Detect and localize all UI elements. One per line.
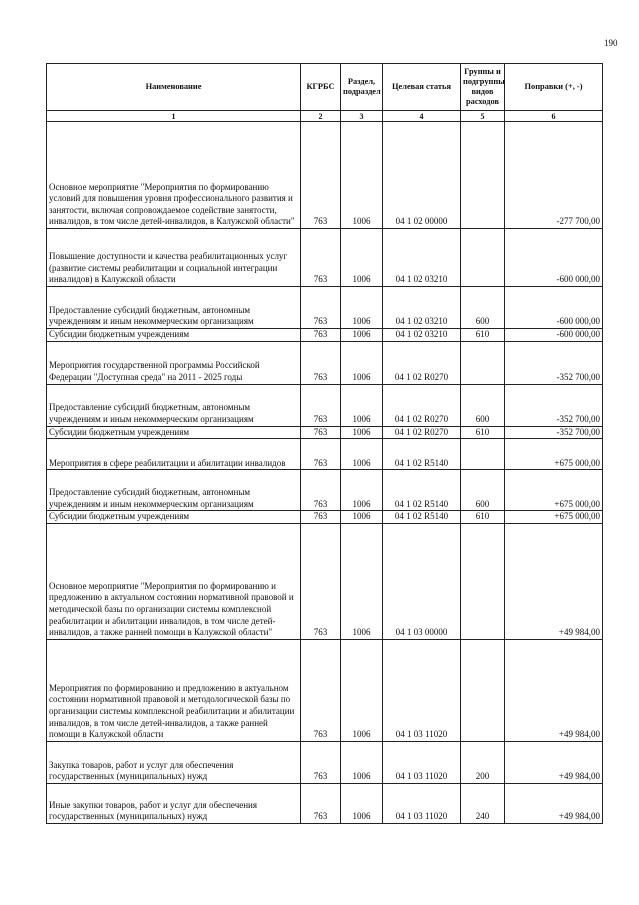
row-kgrbs: 763 (301, 639, 341, 741)
table-row (47, 439, 603, 470)
header-row (47, 64, 603, 111)
row-amount: +675 000,00 (505, 470, 603, 511)
row-amount: -352 700,00 (505, 426, 603, 439)
row-expense-group: 610 (461, 511, 505, 524)
row-amount: -600 000,00 (505, 229, 603, 287)
row-section: 1006 (341, 341, 383, 384)
row-kgrbs: 763 (301, 229, 341, 287)
row-name: Предоставление субсидий бюджетным, автономным учреждениям и иным некоммерческим организациям (47, 470, 301, 511)
row-expense-group: 600 (461, 384, 505, 426)
row-expense-group: 240 (461, 783, 505, 823)
table-row (47, 523, 603, 639)
row-expense-group: 600 (461, 287, 505, 329)
page-number: 190 (604, 38, 618, 48)
column-number: 3 (341, 111, 383, 122)
row-amount: +49 984,00 (505, 783, 603, 823)
row-expense-group (461, 439, 505, 470)
row-target: 04 1 03 11020 (383, 741, 461, 783)
column-number: 4 (383, 111, 461, 122)
row-name: Мероприятия государственной программы Российской Федерации "Доступная среда" на 2011 - 2025 годы (47, 341, 301, 384)
row-target: 04 1 02 03210 (383, 329, 461, 342)
column-number: 6 (505, 111, 603, 122)
table-row (47, 426, 603, 439)
row-amount: -277 700,00 (505, 122, 603, 229)
table-row (47, 470, 603, 511)
row-expense-group: 600 (461, 470, 505, 511)
column-number: 5 (461, 111, 505, 122)
row-target: 04 1 03 00000 (383, 523, 461, 639)
row-name: Основное мероприятие "Мероприятия по формированию условий для повышения уровня профессионального развития и занятости, включая сопровождаемое содействие занятости, инвалидов, в том числе детей-инвалидов, в Калужской области" (47, 122, 301, 229)
table-row (47, 122, 603, 229)
row-expense-group (461, 523, 505, 639)
row-amount: +675 000,00 (505, 439, 603, 470)
row-kgrbs: 763 (301, 741, 341, 783)
row-section: 1006 (341, 470, 383, 511)
column-header-expense-group: Группы и подгруппы видов расходов (461, 64, 505, 111)
row-name: Субсидии бюджетным учреждениям (47, 329, 301, 342)
row-section: 1006 (341, 639, 383, 741)
row-name: Иные закупки товаров, работ и услуг для обеспечения государственных (муниципальных) нужд (47, 783, 301, 823)
table-row (47, 511, 603, 524)
row-section: 1006 (341, 741, 383, 783)
table-row (47, 639, 603, 741)
table-row (47, 783, 603, 823)
row-target: 04 1 02 R0270 (383, 384, 461, 426)
table-row (47, 741, 603, 783)
table-row (47, 229, 603, 287)
row-amount: -600 000,00 (505, 287, 603, 329)
row-expense-group (461, 122, 505, 229)
row-target: 04 1 03 11020 (383, 783, 461, 823)
row-section: 1006 (341, 511, 383, 524)
budget-amendments-table (46, 63, 603, 824)
row-name: Предоставление субсидий бюджетным, автономным учреждениям и иным некоммерческим организациям (47, 384, 301, 426)
row-section: 1006 (341, 229, 383, 287)
row-amount: -352 700,00 (505, 384, 603, 426)
row-amount: -600 000,00 (505, 329, 603, 342)
row-target: 04 1 02 R5140 (383, 439, 461, 470)
row-section: 1006 (341, 384, 383, 426)
row-section: 1006 (341, 426, 383, 439)
row-expense-group: 200 (461, 741, 505, 783)
row-name: Основное мероприятие "Мероприятия по формированию и предложению в актуальном состоянии нормативной правовой и методической базы по организации системы комплексной реабилитации и абилитации инвалидов, в том числе детей-инвалидов, а также ранней помощи в Калужской области" (47, 523, 301, 639)
row-amount: +49 984,00 (505, 639, 603, 741)
row-expense-group: 610 (461, 426, 505, 439)
row-amount: +49 984,00 (505, 523, 603, 639)
column-header-name: Наименование (47, 64, 301, 111)
row-expense-group: 610 (461, 329, 505, 342)
row-kgrbs: 763 (301, 341, 341, 384)
row-expense-group (461, 341, 505, 384)
row-amount: +49 984,00 (505, 741, 603, 783)
column-header-kgrbs: КГРБС (301, 64, 341, 111)
row-target: 04 1 02 R5140 (383, 511, 461, 524)
row-name: Закупка товаров, работ и услуг для обеспечения государственных (муниципальных) нужд (47, 741, 301, 783)
row-name: Повышение доступности и качества реабилитационных услуг (развитие системы реабилитации и социальной интеграции инвалидов) в Калужской области (47, 229, 301, 287)
row-section: 1006 (341, 523, 383, 639)
row-name: Предоставление субсидий бюджетным, автономным учреждениям и иным некоммерческим организациям (47, 287, 301, 329)
column-number: 1 (47, 111, 301, 122)
row-target: 04 1 03 11020 (383, 639, 461, 741)
table-row (47, 384, 603, 426)
row-kgrbs: 763 (301, 384, 341, 426)
row-kgrbs: 763 (301, 287, 341, 329)
row-target: 04 1 02 R0270 (383, 426, 461, 439)
row-section: 1006 (341, 287, 383, 329)
row-amount: +675 000,00 (505, 511, 603, 524)
table-row (47, 329, 603, 342)
table-row (47, 341, 603, 384)
column-header-section: Раздел, подраздел (341, 64, 383, 111)
row-kgrbs: 763 (301, 511, 341, 524)
row-kgrbs: 763 (301, 426, 341, 439)
column-number: 2 (301, 111, 341, 122)
row-kgrbs: 763 (301, 470, 341, 511)
row-name: Субсидии бюджетным учреждениям (47, 426, 301, 439)
row-target: 04 1 02 R0270 (383, 341, 461, 384)
row-kgrbs: 763 (301, 329, 341, 342)
column-header-amendment: Поправки (+, -) (505, 64, 603, 111)
row-name: Субсидии бюджетным учреждениям (47, 511, 301, 524)
row-amount: -352 700,00 (505, 341, 603, 384)
table-row (47, 287, 603, 329)
column-header-target: Целевая статья (383, 64, 461, 111)
row-expense-group (461, 229, 505, 287)
row-section: 1006 (341, 329, 383, 342)
row-name: Мероприятия по формированию и предложению в актуальном состоянии нормативной правовой и методологической базы по организации системы комплексной реабилитации и абилитации инвалидов, в том числе детей-инвалидов, а также ранней помощи в Калужской области (47, 639, 301, 741)
row-section: 1006 (341, 783, 383, 823)
row-target: 04 1 02 00000 (383, 122, 461, 229)
row-section: 1006 (341, 439, 383, 470)
row-target: 04 1 02 R5140 (383, 470, 461, 511)
column-number-row (47, 111, 603, 122)
row-section: 1006 (341, 122, 383, 229)
row-kgrbs: 763 (301, 523, 341, 639)
row-kgrbs: 763 (301, 783, 341, 823)
row-name: Мероприятия в сфере реабилитации и абилитации инвалидов (47, 439, 301, 470)
row-kgrbs: 763 (301, 122, 341, 229)
row-expense-group (461, 639, 505, 741)
row-kgrbs: 763 (301, 439, 341, 470)
row-target: 04 1 02 03210 (383, 229, 461, 287)
row-target: 04 1 02 03210 (383, 287, 461, 329)
